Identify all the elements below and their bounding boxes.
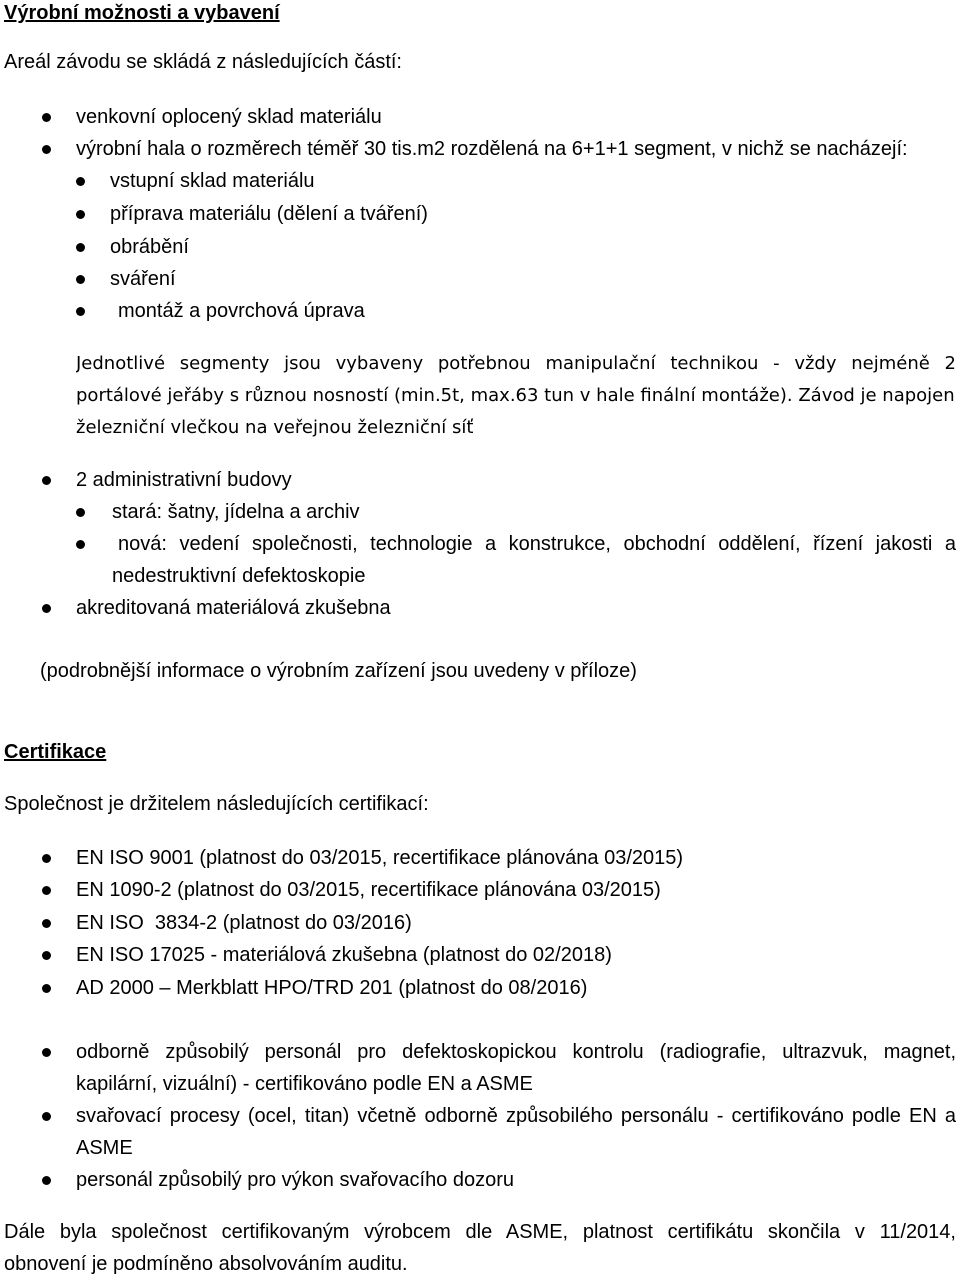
certification-intro: Společnost je držitelem následujících certifikací: [4,793,429,815]
bullet-icon [42,1176,51,1185]
personnel-item-continuation: kapilární, vizuální) - certifikováno podle EN a ASME [76,1073,533,1095]
bullet-icon [76,210,85,219]
personnel-item: odborně způsobilý personál pro defektoskopickou kontrolu (radiografie, ultrazvuk, magnet, [76,1041,956,1063]
personnel-item: personál způsobilý pro výkon svařovacího dozoru [76,1169,515,1191]
bullet-icon [76,540,85,549]
bullet-icon [42,1048,51,1057]
cert-item: EN ISO 17025 - materiálová zkušebna (platnost do 02/2018) [76,944,612,966]
list-item: stará: šatny, jídelna a archiv [112,501,360,523]
bullet-icon [42,984,51,993]
bullet-icon [42,113,51,122]
list-item: příprava materiálu (dělení a tváření) [110,203,428,225]
list-item: venkovní oplocený sklad materiálu [76,106,382,128]
bullet-icon [42,919,51,928]
segments-paragraph-line-3: železniční vlečkou na veřejnou železniční síť [76,417,474,438]
cert-item: EN ISO 9001 (platnost do 03/2015, recertifikace plánována 03/2015) [76,847,684,869]
list-item: vstupní sklad materiálu [110,170,315,192]
cert-item: EN ISO 3834-2 (platnost do 03/2016) [76,912,412,934]
bullet-icon [42,854,51,863]
closing-paragraph-line-1: Dále byla společnost certifikovaným výrobcem dle ASME, platnost certifikátu skončila v 11/2014, [4,1221,956,1243]
cert-item: EN 1090-2 (platnost do 03/2015, recertifikace plánována 03/2015) [76,879,661,901]
section-heading-production: Výrobní možnosti a vybavení [4,2,280,24]
cert-item: AD 2000 – Merkblatt HPO/TRD 201 (platnost do 08/2016) [76,977,588,999]
personnel-item: svařovací procesy (ocel, titan) včetně odborně způsobilého personálu - certifikováno podle EN a [76,1105,956,1127]
list-item: sváření [110,268,176,290]
personnel-item-continuation: ASME [76,1137,133,1159]
list-item: obrábění [110,236,189,258]
section-heading-certification: Certifikace [4,741,107,763]
bullet-icon [76,243,85,252]
list-item-continuation: nedestruktivní defektoskopie [112,565,366,587]
bullet-icon [42,951,51,960]
bullet-icon [42,1112,51,1121]
bullet-icon [76,177,85,186]
list-item: výrobní hala o rozměrech téměř 30 tis.m2 rozdělená na 6+1+1 segment, v nichž se nacházejí: [76,138,908,160]
closing-paragraph-line-2: obnovení je podmíněno absolvováním auditu. [4,1253,408,1275]
segments-paragraph-line-1: Jednotlivé segmenty jsou vybaveny potřebnou manipulační technikou - vždy nejméně 2 [76,353,956,374]
bullet-icon [76,275,85,284]
bullet-icon [76,307,85,316]
bullet-icon [42,604,51,613]
list-item: 2 administrativní budovy [76,469,292,491]
list-item: akreditovaná materiálová zkušebna [76,597,391,619]
bullet-icon [76,508,85,517]
bullet-icon [42,476,51,485]
segments-paragraph-line-2: portálové jeřáby s různou nosností (min.5t, max.63 tun v hale finální montáže). Závod je napojen [76,385,955,406]
list-item: montáž a povrchová úprava [118,300,365,322]
production-note: (podrobnější informace o výrobním zařízení jsou uvedeny v příloze) [40,660,637,682]
list-item: nová: vedení společnosti, technologie a konstrukce, obchodní oddělení, řízení jakosti a [118,533,956,555]
bullet-icon [42,886,51,895]
bullet-icon [42,145,51,154]
production-intro: Areál závodu se skládá z následujících částí: [4,51,402,73]
